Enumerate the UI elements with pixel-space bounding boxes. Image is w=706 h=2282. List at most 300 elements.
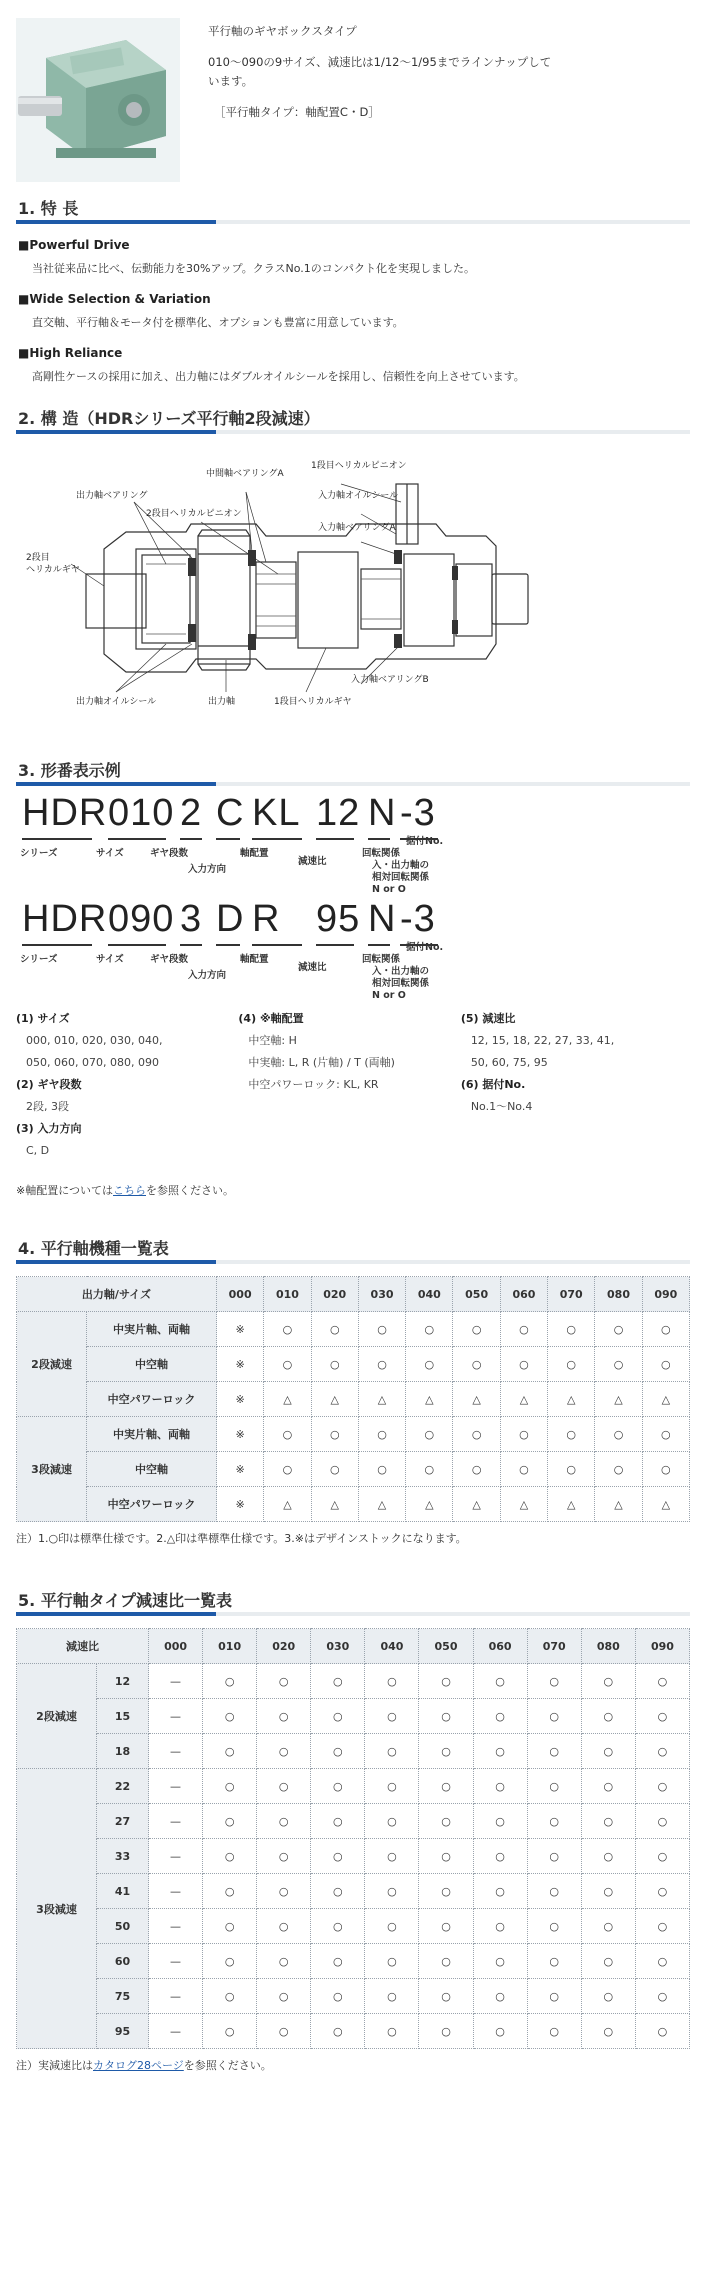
table-cell: ○ — [527, 1734, 581, 1769]
row-label: 60 — [97, 1944, 149, 1979]
row-label: 18 — [97, 1734, 149, 1769]
table-cell: ○ — [203, 1664, 257, 1699]
product-description — [208, 18, 558, 196]
label-output-oil-seal: 出力軸オイルシール — [76, 697, 157, 707]
table2-note-text: 注）実減速比は — [16, 2059, 93, 2072]
model-list-table — [16, 1276, 690, 1522]
code-underline — [180, 944, 202, 946]
size-header: 020 — [257, 1629, 311, 1664]
product-title: 平行軸のギヤボックスタイプ — [208, 24, 357, 38]
table-cell: ○ — [311, 1909, 365, 1944]
size-header: 090 — [635, 1629, 689, 1664]
feature-title: ■Wide Selection & Variation — [18, 292, 211, 306]
table-cell: ○ — [257, 1839, 311, 1874]
label-input-bearing-a: 入力軸ベアリングA — [318, 523, 396, 533]
group-label: 3段減速 — [17, 1769, 97, 2049]
table-cell: ○ — [257, 1944, 311, 1979]
section-heading-model-list — [16, 1236, 690, 1264]
table-cell: ○ — [473, 1839, 527, 1874]
row-label: 27 — [97, 1804, 149, 1839]
label-2nd-gear-a: 2段目 — [26, 553, 50, 563]
table-cell: ○ — [257, 1909, 311, 1944]
table-cell: ○ — [257, 1769, 311, 1804]
table-cell: △ — [548, 1382, 595, 1417]
table-cell: ○ — [203, 1839, 257, 1874]
table-cell: — — [149, 1909, 203, 1944]
table-cell: ○ — [311, 1944, 365, 1979]
table-cell: ○ — [311, 1347, 358, 1382]
row-label: 95 — [97, 2014, 149, 2049]
table-cell: ※ — [217, 1382, 264, 1417]
table-cell: △ — [311, 1382, 358, 1417]
table-cell: ○ — [635, 1769, 689, 1804]
code-label: シリーズ — [20, 848, 58, 859]
product-header — [16, 0, 690, 196]
table-cell: ○ — [365, 1699, 419, 1734]
table-cell: ○ — [311, 1417, 358, 1452]
table-cell: ○ — [419, 1804, 473, 1839]
table-cell: ○ — [635, 2014, 689, 2049]
size-header: 040 — [406, 1277, 453, 1312]
size-header: 000 — [217, 1277, 264, 1312]
legend-value: 中実軸: L, R (片軸) / T (両軸) — [248, 1056, 395, 1069]
table-row — [17, 1452, 690, 1487]
code-part: C — [216, 792, 245, 834]
table-cell: ○ — [527, 1699, 581, 1734]
row-label: 75 — [97, 1979, 149, 2014]
code-label: 相対回転関係 — [372, 872, 430, 883]
product-lineup: 010〜090の9サイズ、減速比は1/12〜1/95までラインナップしています。 — [208, 55, 552, 88]
section-title: 2. 構 造（HDRシリーズ平行軸2段減速） — [18, 409, 320, 428]
table-cell: ○ — [635, 1944, 689, 1979]
features-list — [16, 224, 690, 384]
size-header: 060 — [500, 1277, 547, 1312]
table-cell: ○ — [365, 2014, 419, 2049]
table-cell: ※ — [217, 1487, 264, 1522]
table-cell: ○ — [358, 1347, 405, 1382]
table-cell: ○ — [257, 1734, 311, 1769]
table-cell: ○ — [527, 1979, 581, 2014]
table-cell: ○ — [419, 2014, 473, 2049]
table-cell: ○ — [642, 1452, 689, 1487]
table-cell: △ — [264, 1382, 311, 1417]
code-underline — [368, 944, 390, 946]
table-cell: ○ — [581, 1909, 635, 1944]
catalog-link[interactable]: カタログ28ページ — [93, 2059, 184, 2072]
table-cell: ○ — [635, 1909, 689, 1944]
code-part: 3 — [180, 898, 203, 940]
row-label: 中実片軸、両軸 — [87, 1417, 217, 1452]
table-cell: ○ — [419, 1909, 473, 1944]
table-cell: ○ — [527, 1874, 581, 1909]
axis-note-text-2: を参照ください。 — [146, 1184, 234, 1197]
table-row — [17, 1417, 690, 1452]
table-cell: ○ — [453, 1417, 500, 1452]
size-header: 050 — [419, 1629, 473, 1664]
table-row — [17, 1734, 690, 1769]
table-cell: ○ — [500, 1417, 547, 1452]
table-cell: ○ — [257, 1804, 311, 1839]
axis-note-link[interactable]: こちら — [113, 1184, 146, 1197]
table-cell: ○ — [595, 1347, 642, 1382]
section-title: 3. 形番表示例 — [18, 761, 121, 780]
table-cell: ○ — [527, 1664, 581, 1699]
axis-note-text: ※軸配置については — [16, 1184, 113, 1197]
row-label: 15 — [97, 1699, 149, 1734]
table-row — [17, 1804, 690, 1839]
row-label: 中実片軸、両軸 — [87, 1312, 217, 1347]
row-label: 50 — [97, 1909, 149, 1944]
table-cell: ○ — [473, 1664, 527, 1699]
table-row — [17, 1664, 690, 1699]
table-cell: ○ — [581, 1699, 635, 1734]
code-underline — [108, 944, 166, 946]
table-cell: ○ — [500, 1347, 547, 1382]
table-cell: △ — [500, 1487, 547, 1522]
code-part: D — [216, 898, 245, 940]
code-label: 据付No. — [406, 942, 444, 953]
table-cell: ○ — [203, 1944, 257, 1979]
label-1st-pinion: 1段目ヘリカルピニオン — [311, 461, 407, 471]
feature-title: ■Powerful Drive — [18, 238, 130, 252]
table-cell: △ — [642, 1382, 689, 1417]
table-cell: ○ — [419, 1944, 473, 1979]
table-row — [17, 1347, 690, 1382]
table-cell: ○ — [203, 1874, 257, 1909]
code-label: シリーズ — [20, 954, 58, 965]
table-cell: ○ — [203, 1804, 257, 1839]
table-cell: ○ — [581, 1944, 635, 1979]
code-label: 相対回転関係 — [372, 978, 430, 989]
table-cell: ○ — [642, 1417, 689, 1452]
feature-text: 直交軸、平行軸＆モータ付を標準化、オプションも豊富に用意しています。 — [32, 316, 404, 329]
table-cell: ※ — [217, 1347, 264, 1382]
table-cell: ○ — [635, 1664, 689, 1699]
feature-text: 当社従来品に比べ、伝動能力を30%アップ。クラスNo.1のコンパクト化を実現しました。 — [32, 262, 475, 275]
legend-heading: (4) ※軸配置 — [238, 1012, 304, 1025]
table-cell: ○ — [642, 1312, 689, 1347]
code-label: 入力方向 — [188, 970, 227, 981]
table-cell: ○ — [473, 1699, 527, 1734]
table-cell: ○ — [473, 1804, 527, 1839]
model-code-example-1 — [16, 792, 690, 896]
code-part: -3 — [400, 898, 436, 940]
table-cell: ○ — [453, 1312, 500, 1347]
row-label: 41 — [97, 1874, 149, 1909]
table-cell: — — [149, 1944, 203, 1979]
legend-col-3 — [461, 1008, 683, 1162]
table-cell: ○ — [311, 1699, 365, 1734]
size-header: 060 — [473, 1629, 527, 1664]
model-code-example-2 — [16, 898, 690, 1002]
table-cell: ○ — [203, 1769, 257, 1804]
legend-col-1 — [16, 1008, 238, 1162]
legend-heading: (3) 入力方向 — [16, 1122, 82, 1135]
table-cell: ○ — [635, 1839, 689, 1874]
table-cell: ○ — [264, 1452, 311, 1487]
label-intermediate-bearing-a: 中間軸ベアリングA — [206, 469, 284, 479]
legend-value: 2段, 3段 — [26, 1100, 69, 1113]
legend-heading: (6) 据付No. — [460, 1078, 526, 1091]
table-cell: ○ — [473, 1944, 527, 1979]
group-label: 3段減速 — [17, 1417, 87, 1522]
table-cell: ○ — [548, 1417, 595, 1452]
table-row — [17, 1312, 690, 1347]
table-cell: △ — [264, 1487, 311, 1522]
table-cell: ○ — [595, 1312, 642, 1347]
code-label: 回転関係 — [362, 848, 401, 859]
table-row — [17, 1769, 690, 1804]
table-cell: ○ — [311, 1839, 365, 1874]
product-image — [16, 18, 180, 182]
row-label: 33 — [97, 1839, 149, 1874]
code-underline — [216, 944, 240, 946]
table-cell: ○ — [527, 1909, 581, 1944]
table-cell: ○ — [257, 2014, 311, 2049]
table2-note — [16, 2057, 690, 2073]
table-cell: ○ — [365, 1979, 419, 2014]
table-cell: ○ — [311, 1804, 365, 1839]
table-cell: ○ — [581, 1769, 635, 1804]
table-cell: ○ — [203, 1699, 257, 1734]
table-cell: ○ — [581, 1874, 635, 1909]
table-row — [17, 1979, 690, 2014]
table-cell: ○ — [473, 1874, 527, 1909]
code-part: N — [368, 792, 397, 834]
label-output-shaft: 出力軸 — [208, 697, 236, 707]
code-part: 12 — [316, 792, 361, 834]
axis-note — [16, 1182, 690, 1198]
table-cell: — — [149, 1874, 203, 1909]
code-label: 据付No. — [406, 836, 444, 847]
table-cell: ○ — [264, 1417, 311, 1452]
row-label: 中空軸 — [87, 1452, 217, 1487]
table-cell: — — [149, 1664, 203, 1699]
label-output-bearing: 出力軸ベアリング — [76, 491, 148, 501]
table-header-row — [17, 1629, 690, 1664]
table-cell: ○ — [581, 1664, 635, 1699]
table-row — [17, 1487, 690, 1522]
row-label: 中空パワーロック — [87, 1382, 217, 1417]
section-heading-structure — [16, 406, 690, 434]
table1-note: 注）1.○印は標準仕様です。2.△印は準標準仕様です。3.※はデザインストックになります。 — [16, 1532, 467, 1545]
table-cell: — — [149, 1769, 203, 1804]
code-part: HDR — [22, 792, 108, 834]
code-underline — [252, 838, 302, 840]
table-cell: ○ — [419, 1979, 473, 2014]
table-cell: — — [149, 1979, 203, 2014]
size-header: 030 — [311, 1629, 365, 1664]
table-row — [17, 1699, 690, 1734]
table-cell: ○ — [635, 1874, 689, 1909]
legend-value: 12, 15, 18, 22, 27, 33, 41, — [470, 1034, 615, 1047]
table-cell: ○ — [406, 1452, 453, 1487]
code-underline — [22, 838, 92, 840]
table-cell: ○ — [358, 1312, 405, 1347]
table-cell: ○ — [203, 1979, 257, 2014]
table-cell: ○ — [365, 1874, 419, 1909]
table-row — [17, 1944, 690, 1979]
group-label: 2段減速 — [17, 1312, 87, 1417]
code-underline — [216, 838, 240, 840]
code-underline — [252, 944, 302, 946]
table-header-row — [17, 1277, 690, 1312]
code-label: 減速比 — [298, 962, 327, 973]
table-cell: ○ — [311, 1734, 365, 1769]
size-header: 070 — [548, 1277, 595, 1312]
label-input-bearing-b: 入力軸ベアリングB — [351, 675, 429, 685]
group-label: 2段減速 — [17, 1664, 97, 1769]
table-cell: ○ — [548, 1347, 595, 1382]
code-label: 軸配置 — [240, 954, 269, 965]
table-cell: ○ — [473, 1979, 527, 2014]
table-cell: — — [149, 1804, 203, 1839]
code-label: 減速比 — [298, 856, 327, 867]
table-row — [17, 1874, 690, 1909]
table-cell: ○ — [365, 1734, 419, 1769]
feature-title: ■High Reliance — [18, 346, 123, 360]
code-label: サイズ — [96, 848, 124, 859]
code-label: 軸配置 — [240, 848, 269, 859]
table-cell: ○ — [365, 1909, 419, 1944]
table-cell: — — [149, 1734, 203, 1769]
code-label: N or O — [372, 884, 406, 895]
label-1st-gear: 1段目ヘリカルギヤ — [274, 697, 352, 707]
table-cell: ○ — [257, 1699, 311, 1734]
table-cell: △ — [500, 1382, 547, 1417]
table-cell: ○ — [527, 2014, 581, 2049]
legend-value: C, D — [26, 1144, 50, 1157]
row-label: 22 — [97, 1769, 149, 1804]
code-part: 95 — [316, 898, 361, 940]
table-cell: ○ — [473, 1734, 527, 1769]
table-cell: ※ — [217, 1452, 264, 1487]
code-part: 2 — [180, 792, 203, 834]
table-cell: △ — [595, 1487, 642, 1522]
table-cell: — — [149, 1699, 203, 1734]
corner-header: 出力軸/サイズ — [17, 1277, 217, 1312]
legend-heading: (5) 減速比 — [460, 1012, 516, 1025]
table-cell: ○ — [581, 1839, 635, 1874]
table-cell: △ — [595, 1382, 642, 1417]
table-cell: — — [149, 2014, 203, 2049]
table-cell: ○ — [473, 1769, 527, 1804]
table-cell: ○ — [365, 1944, 419, 1979]
table-cell: ○ — [257, 1664, 311, 1699]
legend-heading: (2) ギヤ段数 — [16, 1078, 82, 1091]
legend-value: 中空パワーロック: KL, KR — [248, 1078, 379, 1091]
code-underline — [316, 944, 354, 946]
table-row — [17, 2014, 690, 2049]
table-cell: ○ — [635, 1699, 689, 1734]
table-cell: △ — [548, 1487, 595, 1522]
table-row — [17, 1382, 690, 1417]
table-cell: ○ — [203, 2014, 257, 2049]
table-cell: △ — [358, 1382, 405, 1417]
table-cell: ○ — [419, 1874, 473, 1909]
legend-heading: (1) サイズ — [16, 1012, 70, 1025]
code-label: サイズ — [96, 954, 124, 965]
table-cell: ○ — [473, 1909, 527, 1944]
code-label: ギヤ段数 — [150, 848, 189, 859]
code-label: 回転関係 — [362, 954, 401, 965]
table-cell: ○ — [257, 1979, 311, 2014]
table-cell: ○ — [264, 1347, 311, 1382]
table-cell: ○ — [527, 1839, 581, 1874]
row-label: 中空パワーロック — [87, 1487, 217, 1522]
table-cell: ○ — [527, 1804, 581, 1839]
table-cell: ○ — [365, 1839, 419, 1874]
table2-note-text-2: を参照ください。 — [183, 2059, 272, 2072]
table-cell: ○ — [311, 1979, 365, 2014]
table-cell: ○ — [453, 1347, 500, 1382]
legend-col-2 — [238, 1008, 460, 1162]
code-part: KL — [252, 792, 301, 834]
code-part: 010 — [108, 792, 175, 834]
table-cell: ○ — [311, 1769, 365, 1804]
table-cell: ○ — [548, 1452, 595, 1487]
feature-text: 高剛性ケースの採用に加え、出力軸にはダブルオイルシールを採用し、信頼性を向上させています。 — [32, 370, 525, 383]
size-header: 090 — [642, 1277, 689, 1312]
ratio-list-table — [16, 1628, 690, 2049]
size-header: 080 — [581, 1629, 635, 1664]
table-cell: ○ — [311, 1874, 365, 1909]
table-cell: — — [149, 1839, 203, 1874]
label-2nd-gear-b: ヘリカルギヤ — [26, 565, 80, 575]
size-header: 010 — [203, 1629, 257, 1664]
row-label: 中空軸 — [87, 1347, 217, 1382]
table-cell: ○ — [311, 1312, 358, 1347]
table-row — [17, 1839, 690, 1874]
row-label: 12 — [97, 1664, 149, 1699]
table-cell: ○ — [581, 1804, 635, 1839]
corner-header: 減速比 — [17, 1629, 149, 1664]
table-cell: ○ — [595, 1417, 642, 1452]
table-cell: ○ — [453, 1452, 500, 1487]
table-cell: ○ — [419, 1699, 473, 1734]
code-underline — [108, 838, 166, 840]
table-cell: ○ — [635, 1979, 689, 2014]
code-underline — [368, 838, 390, 840]
table-cell: ○ — [311, 1664, 365, 1699]
table-cell: △ — [406, 1487, 453, 1522]
size-header: 000 — [149, 1629, 203, 1664]
table-cell: ○ — [642, 1347, 689, 1382]
type-note: ［平行軸タイプ：軸配置C・D］ — [214, 105, 380, 119]
table-cell: ○ — [500, 1452, 547, 1487]
section-heading-model-code — [16, 758, 690, 786]
legend-value: No.1〜No.4 — [470, 1100, 533, 1113]
table-cell: ○ — [365, 1664, 419, 1699]
size-header: 040 — [365, 1629, 419, 1664]
table-cell: ○ — [257, 1874, 311, 1909]
section-title: 4. 平行軸機種一覧表 — [18, 1239, 169, 1258]
size-header: 050 — [453, 1277, 500, 1312]
legend-value: 050, 060, 070, 080, 090 — [26, 1056, 159, 1069]
code-label: N or O — [372, 990, 406, 1001]
table-cell: ※ — [217, 1312, 264, 1347]
code-label: 入・出力軸の — [372, 860, 430, 871]
code-underline — [22, 944, 92, 946]
legend-value: 000, 010, 020, 030, 040, — [26, 1034, 163, 1047]
table-cell: ○ — [358, 1417, 405, 1452]
table-cell: ○ — [581, 1979, 635, 2014]
table-cell: ○ — [203, 1909, 257, 1944]
table-cell: ○ — [311, 1452, 358, 1487]
code-part: HDR — [22, 898, 108, 940]
code-part: 090 — [108, 898, 175, 940]
size-header: 080 — [595, 1277, 642, 1312]
